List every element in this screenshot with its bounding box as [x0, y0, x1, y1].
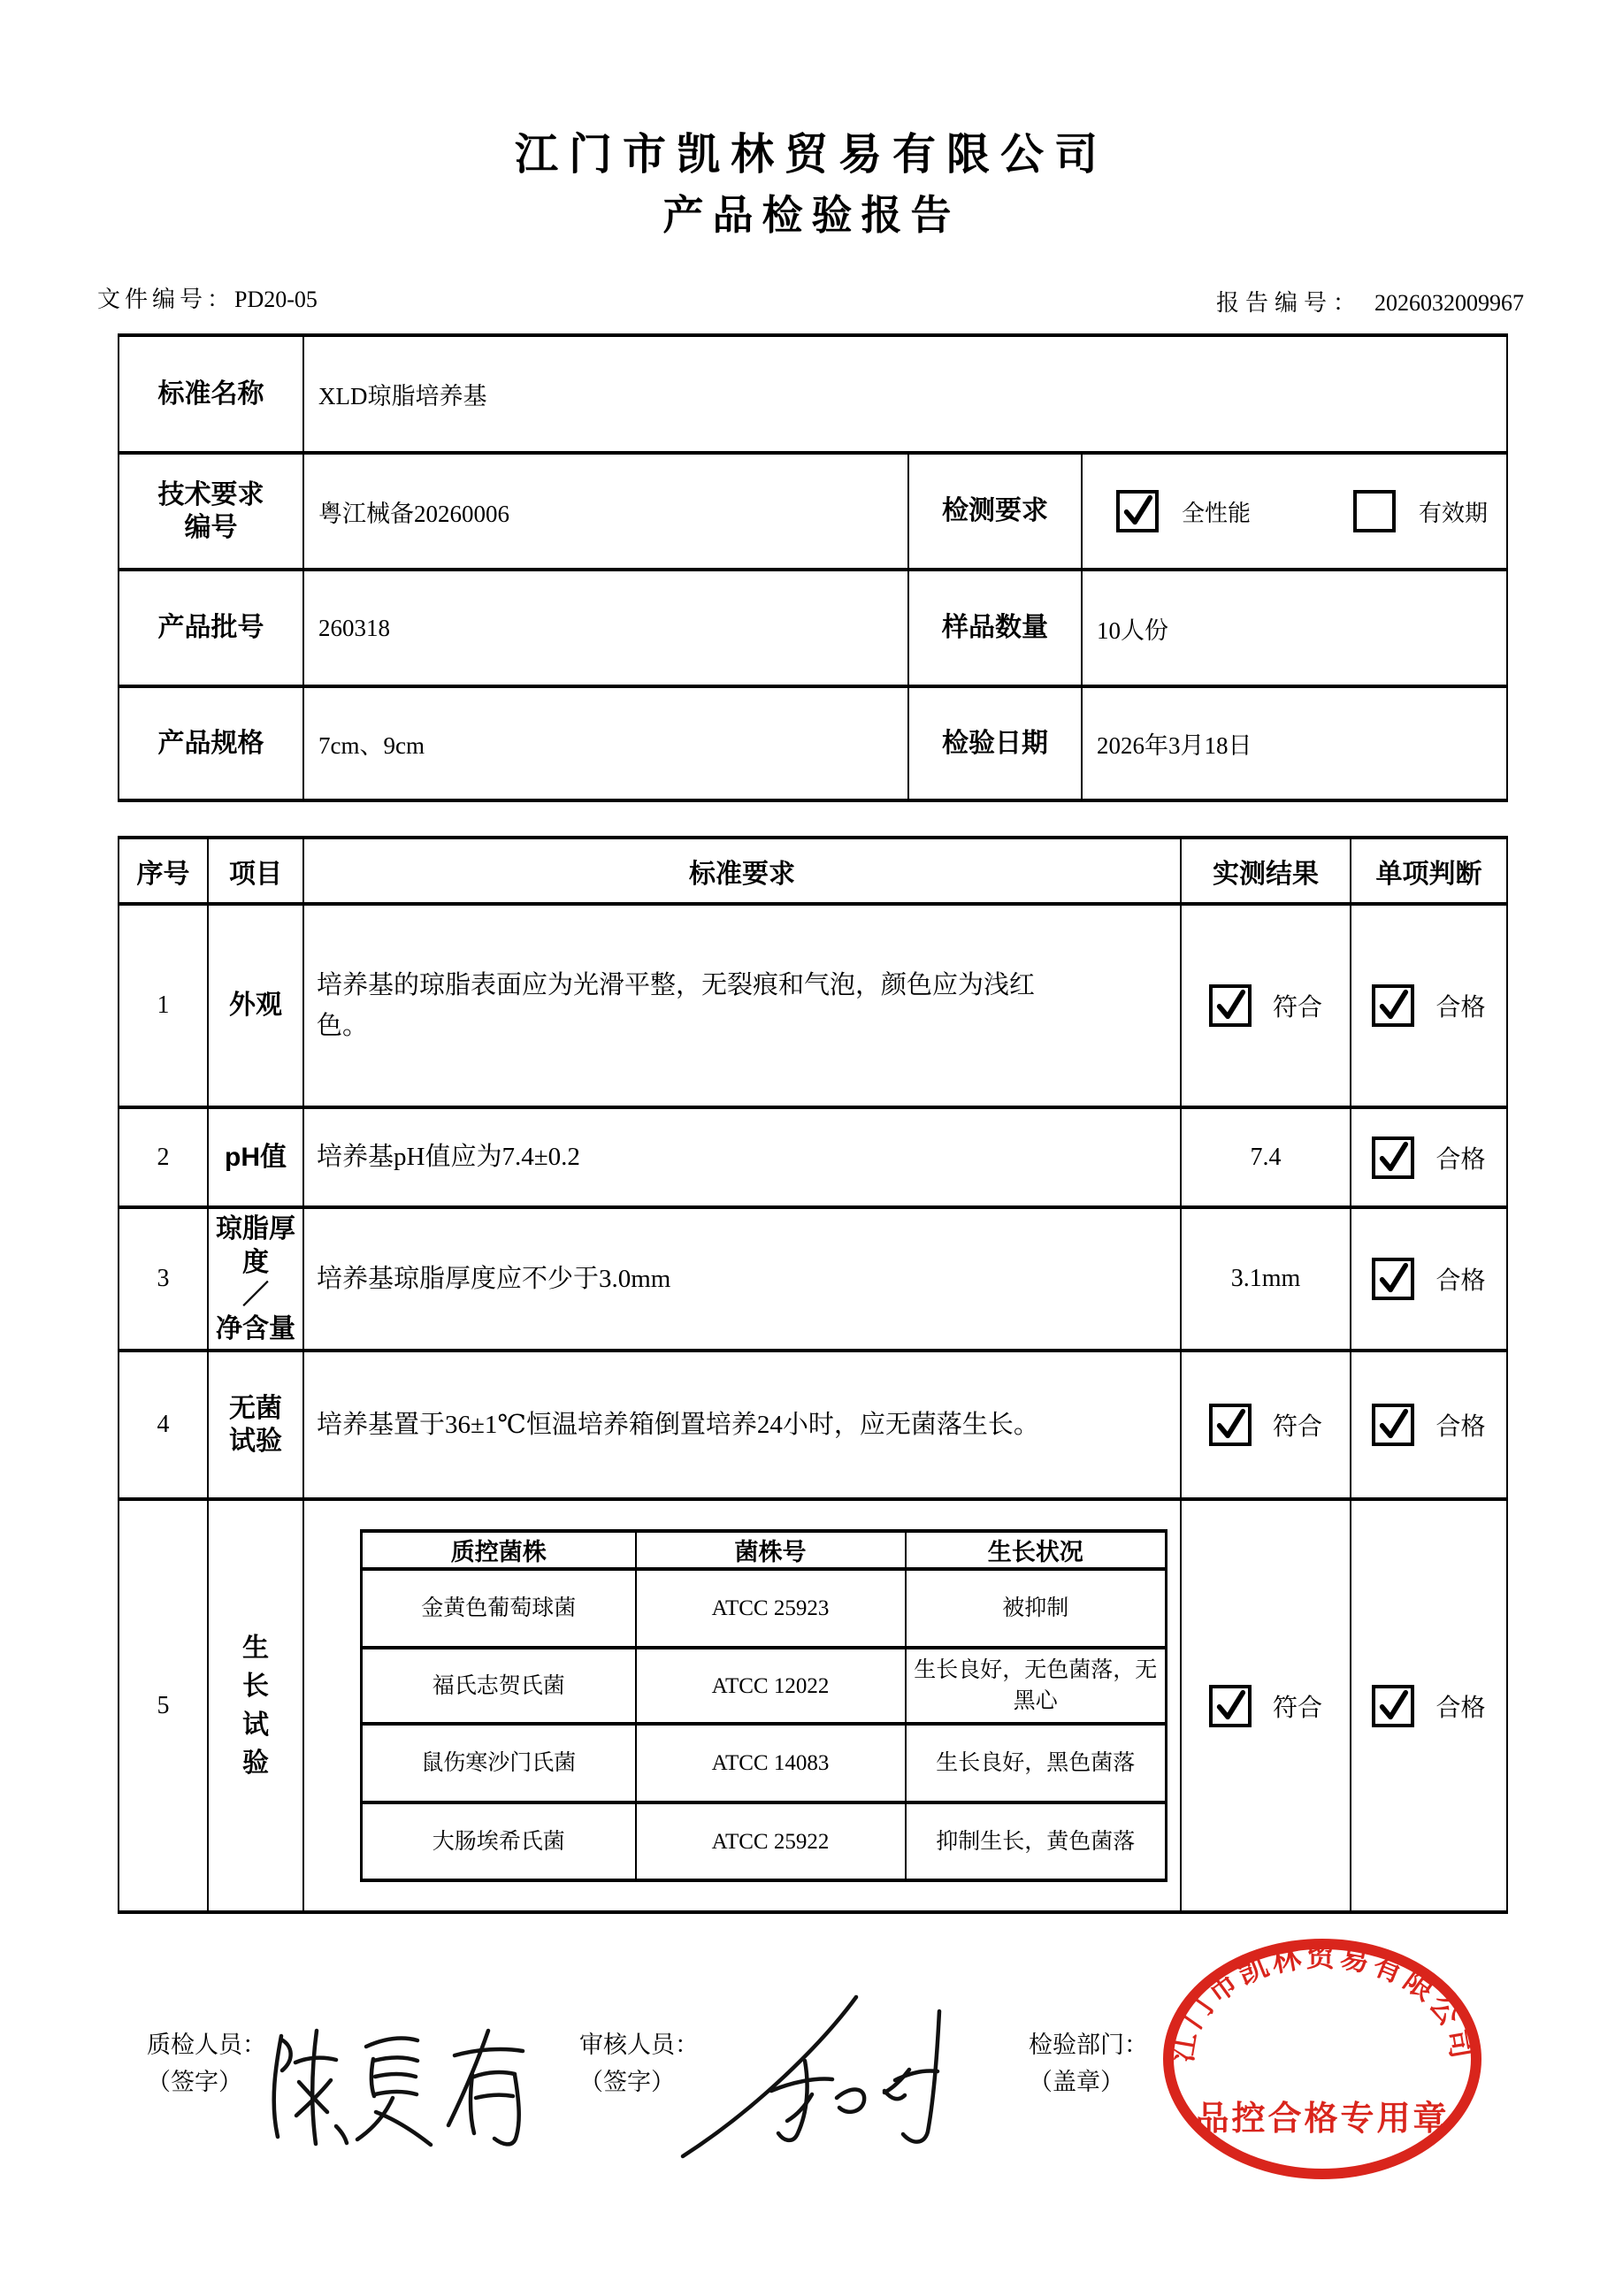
spec-value: 7cm、9cm — [303, 686, 908, 800]
judgement-checkbox[interactable] — [1372, 984, 1414, 1027]
result-value-thickness: 3.1mm — [1181, 1207, 1351, 1351]
table-row — [119, 904, 1507, 1107]
standard-name-value: XLD琼脂培养基 — [303, 335, 1507, 453]
inspection-dept-label-line1: 检验部门： — [1029, 2032, 1148, 2058]
growth-status: 抑制生长，黄色菌落 — [906, 1802, 1167, 1880]
check-icon — [1121, 492, 1154, 529]
strain-number: ATCC 25923 — [636, 1569, 906, 1648]
inspection-dept-label-line2: （盖章） — [1029, 2068, 1124, 2095]
tech-req-value: 粤江械备20260006 — [303, 453, 908, 570]
growth-status: 生长良好，黑色菌落 — [906, 1724, 1167, 1802]
page-title: 产品检验报告 — [662, 193, 961, 238]
qc-person-label-line1: 质检人员： — [147, 2032, 266, 2058]
growth-row — [362, 1569, 1167, 1648]
test-requirement-label: 检测要求 — [908, 453, 1082, 570]
report-number — [1216, 285, 1524, 318]
stamp-company-text: 江门市凯林贸易有限公司 — [1167, 1941, 1478, 2065]
doc-number-value: PD20-05 — [234, 287, 318, 312]
product-info-table — [118, 333, 1508, 802]
result-checkbox[interactable] — [1209, 984, 1252, 1027]
item-thickness — [208, 1207, 303, 1351]
table-row — [119, 1351, 1507, 1499]
strain-name: 金黄色葡萄球菌 — [362, 1569, 636, 1648]
tech-req-label — [119, 453, 303, 570]
check-icon — [1376, 1687, 1410, 1724]
result-label: 符合 — [1272, 1413, 1322, 1441]
judgement-label: 合格 — [1435, 1413, 1486, 1441]
sample-qty-value: 10人份 — [1082, 570, 1507, 686]
check-icon — [1376, 986, 1410, 1023]
validity-period-label: 有效期 — [1419, 500, 1489, 526]
inspection-dept-label — [1029, 2027, 1148, 2101]
reviewer-signature — [672, 1988, 982, 2174]
judgement-label: 合格 — [1435, 1694, 1486, 1722]
item-appearance: 外观 — [208, 904, 303, 1107]
item-sterility — [208, 1351, 303, 1499]
batch-number-value: 260318 — [303, 570, 908, 686]
strain-number: ATCC 25922 — [636, 1802, 906, 1880]
judgement-label: 合格 — [1435, 1145, 1486, 1174]
requirement-appearance: 培养基的琼脂表面应为光滑平整，无裂痕和气泡，颜色应为浅红色。 — [317, 970, 1036, 1040]
item-ph: pH值 — [208, 1107, 303, 1207]
table-row — [119, 570, 1507, 686]
validity-period-checkbox[interactable] — [1353, 490, 1396, 532]
inspect-date-label: 检验日期 — [908, 686, 1082, 800]
full-performance-checkbox[interactable] — [1116, 490, 1159, 532]
requirement-ph: 培养基pH值应为7.4±0.2 — [317, 1143, 580, 1172]
batch-number-label: 产品批号 — [119, 570, 303, 686]
judgement-checkbox[interactable] — [1372, 1258, 1414, 1300]
review-person-label-line2: （签字） — [579, 2068, 675, 2095]
result-value-ph: 7.4 — [1181, 1107, 1351, 1207]
stamp-caption-text: 品控合格专用章 — [1195, 2101, 1450, 2138]
tech-req-label-line2: 编号 — [184, 513, 238, 542]
check-icon — [1376, 1138, 1410, 1175]
tech-req-label-line1: 技术要求 — [157, 479, 264, 509]
judgement-checkbox[interactable] — [1372, 1404, 1414, 1446]
row-no: 1 — [119, 904, 208, 1107]
item-sterility-line1: 无菌 — [229, 1393, 282, 1423]
judgement-label: 合格 — [1435, 994, 1486, 1022]
item-thickness-line1: 琼脂厚度 — [216, 1214, 295, 1277]
title-block — [0, 130, 1623, 238]
result-checkbox[interactable] — [1209, 1685, 1252, 1727]
row-no: 2 — [119, 1107, 208, 1207]
judgement-checkbox[interactable] — [1372, 1137, 1414, 1179]
growth-row — [362, 1724, 1167, 1802]
strain-name: 福氏志贺氏菌 — [362, 1648, 636, 1724]
table-row — [119, 686, 1507, 800]
check-icon — [1376, 1259, 1410, 1297]
row-no: 3 — [119, 1207, 208, 1351]
growth-header-row — [362, 1531, 1167, 1569]
table-row — [119, 335, 1507, 453]
col-header-result: 实测结果 — [1181, 838, 1351, 904]
check-icon — [1213, 986, 1247, 1023]
growth-col-growth: 生长状况 — [906, 1531, 1167, 1569]
report-number-value: 2026032009967 — [1374, 290, 1524, 316]
col-header-item: 项目 — [208, 838, 303, 904]
growth-row — [362, 1802, 1167, 1880]
strain-name: 大肠埃希氏菌 — [362, 1802, 636, 1880]
item-growth-text: 生长试验 — [242, 1633, 269, 1778]
qc-signature — [255, 2018, 538, 2160]
qc-person-label-line2: （签字） — [147, 2068, 242, 2095]
item-sterility-line2: 试验 — [229, 1427, 282, 1456]
judgement-label: 合格 — [1435, 1267, 1486, 1295]
requirement-thickness: 培养基琼脂厚度应不少于3.0mm — [317, 1264, 671, 1293]
table-row — [119, 1207, 1507, 1351]
test-requirement-options — [1082, 453, 1507, 570]
judgement-checkbox[interactable] — [1372, 1685, 1414, 1727]
growth-status: 被抑制 — [906, 1569, 1167, 1648]
item-thickness-line3: 净含量 — [216, 1313, 295, 1343]
inspect-date-value: 2026年3月18日 — [1082, 686, 1507, 800]
check-icon — [1213, 1687, 1247, 1724]
check-icon — [1376, 1405, 1410, 1443]
col-header-requirement: 标准要求 — [303, 838, 1181, 904]
inspection-results-table — [118, 836, 1508, 1914]
full-performance-label: 全性能 — [1182, 500, 1252, 526]
col-header-judgement: 单项判断 — [1351, 838, 1507, 904]
sample-qty-label: 样品数量 — [908, 570, 1082, 686]
growth-test-table — [360, 1529, 1167, 1882]
check-icon — [1213, 1405, 1247, 1443]
qc-person-label — [147, 2027, 266, 2101]
report-number-label: 报告编号： — [1215, 290, 1362, 316]
strain-number: ATCC 12022 — [636, 1648, 906, 1724]
result-label: 符合 — [1272, 1694, 1322, 1722]
spec-label: 产品规格 — [119, 686, 303, 800]
doc-number — [97, 281, 318, 314]
requirement-sterility: 培养基置于36±1℃恒温培养箱倒置培养24小时，应无菌落生长。 — [317, 1410, 1039, 1439]
growth-status: 生长良好，无色菌落，无黑心 — [906, 1648, 1167, 1724]
item-thickness-line2: ／ — [242, 1281, 269, 1310]
company-stamp — [1150, 1928, 1495, 2193]
table-row — [119, 1107, 1507, 1207]
strain-name: 鼠伤寒沙门氏菌 — [362, 1724, 636, 1802]
col-header-no: 序号 — [119, 838, 208, 904]
table-row — [119, 1499, 1507, 1912]
standard-name-label: 标准名称 — [119, 335, 303, 453]
company-name: 江门市凯林贸易有限公司 — [514, 130, 1108, 179]
doc-number-label: 文件编号： — [97, 287, 235, 312]
result-label: 符合 — [1272, 994, 1322, 1022]
result-checkbox[interactable] — [1209, 1404, 1252, 1446]
review-person-label-line1: 审核人员： — [579, 2032, 699, 2058]
growth-col-strain: 质控菌株 — [362, 1531, 636, 1569]
item-growth — [208, 1499, 303, 1912]
results-header-row — [119, 838, 1507, 904]
growth-col-strain-no: 菌株号 — [636, 1531, 906, 1569]
table-row — [119, 453, 1507, 570]
row-no: 4 — [119, 1351, 208, 1499]
row-no: 5 — [119, 1499, 208, 1912]
growth-row — [362, 1648, 1167, 1724]
strain-number: ATCC 14083 — [636, 1724, 906, 1802]
